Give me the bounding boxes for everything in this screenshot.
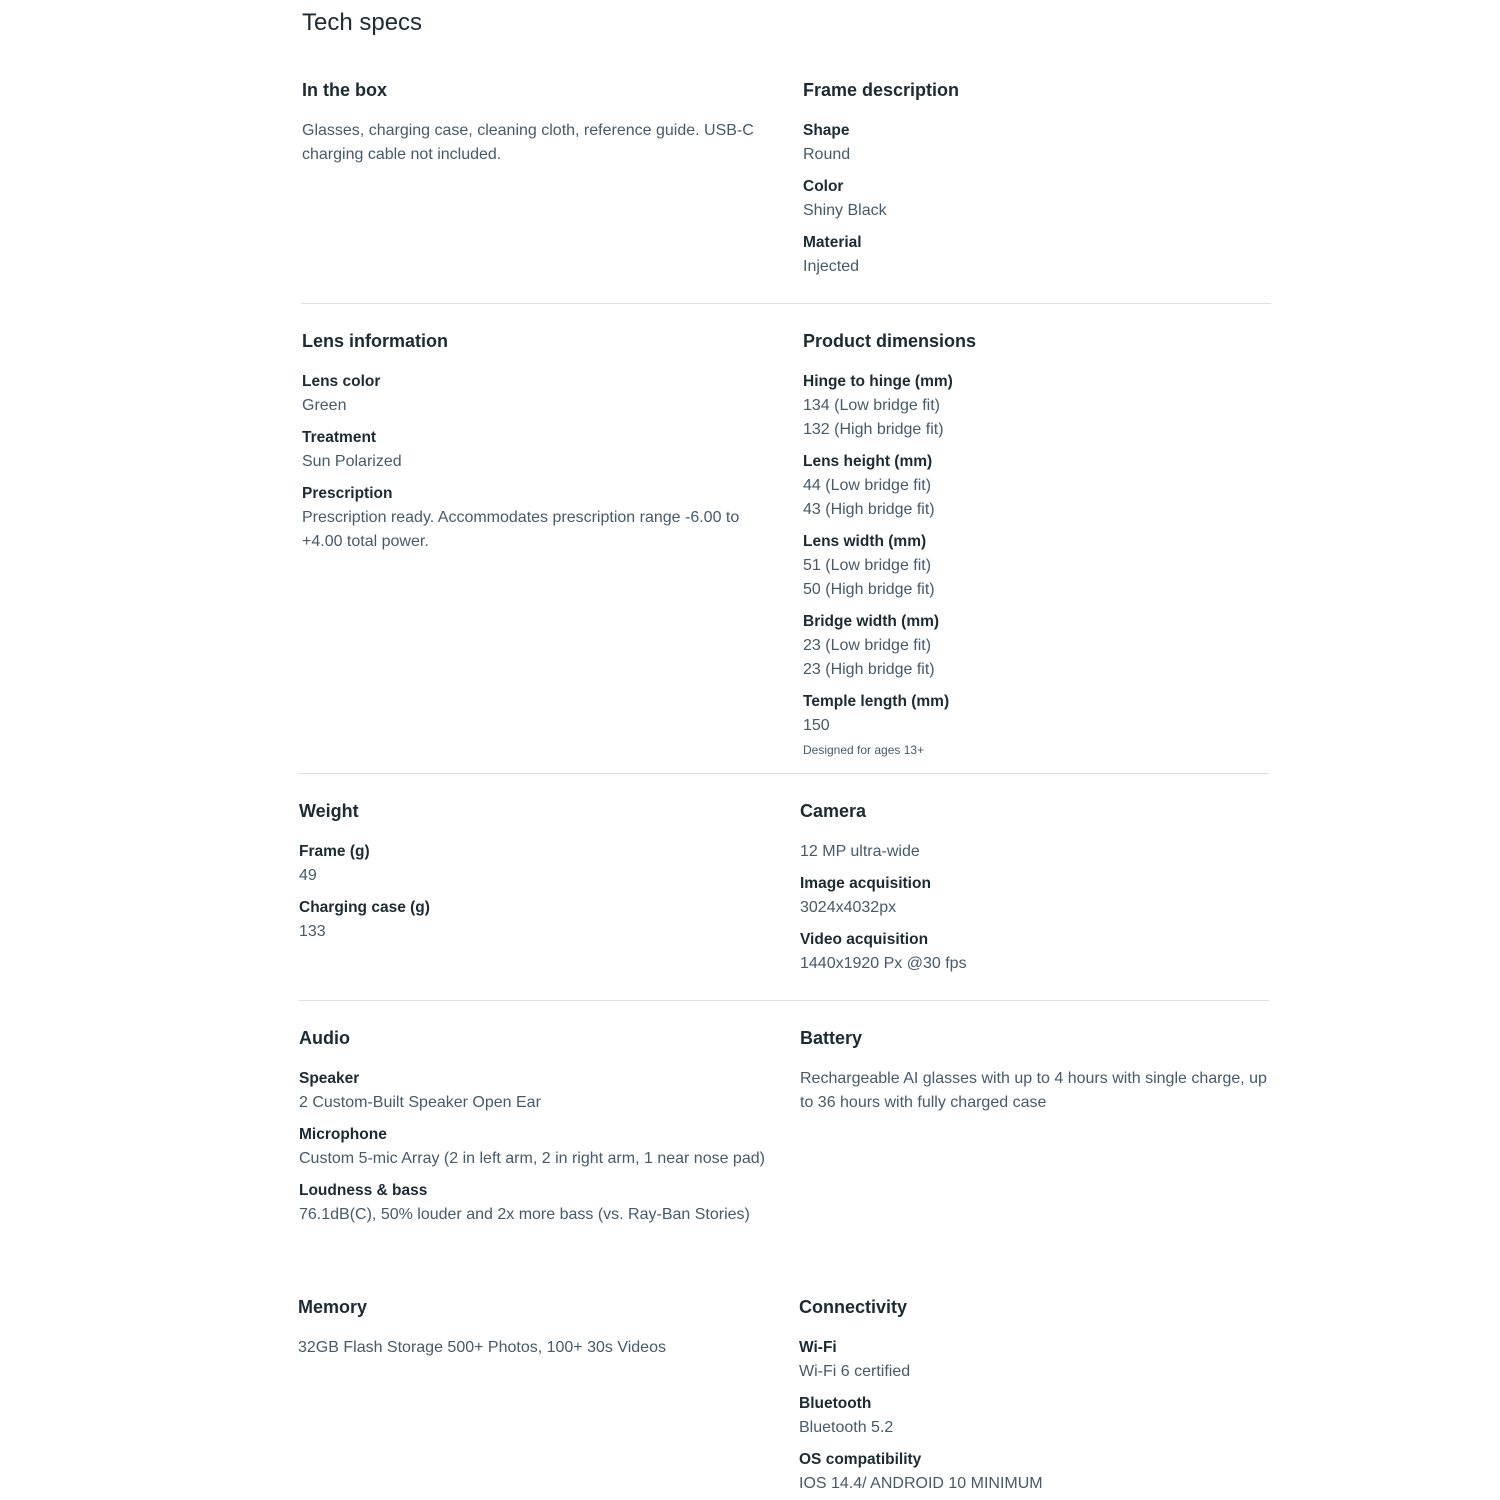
spec-label: Treatment [302,429,377,446]
spec-value: 12 MP ultra-wide [800,843,920,860]
spec-value: Round [803,146,851,163]
spec-label: Prescription [302,485,393,502]
spec-material [803,231,1273,279]
spec-image-acquisition [800,872,1270,920]
spec-temple-length [803,690,1273,738]
spec-charging-case-weight [299,896,769,944]
spec-label: Microphone [299,1126,387,1143]
spec-label: Charging case (g) [299,899,430,916]
section-divider [301,303,1271,304]
section-title: Lens information [302,331,449,351]
frame-description-section [803,78,1273,287]
spec-lens-color [302,370,772,418]
spec-value: 1440x1920 Px @30 fps [800,955,967,972]
spec-treatment [302,426,772,474]
section-divider [298,1000,1269,1001]
spec-value: Shiny Black [803,202,887,219]
spec-value: 23 (High bridge fit) [803,661,935,678]
spec-value: 150 [803,717,830,734]
spec-microphone [299,1123,769,1171]
section-title: Frame description [803,80,960,100]
spec-value: 43 (High bridge fit) [803,501,935,518]
section-divider [298,773,1269,774]
spec-shape [803,119,1273,167]
spec-value: 50 (High bridge fit) [803,581,935,598]
spec-label: Hinge to hinge (mm) [803,373,953,390]
spec-value: 44 (Low bridge fit) [803,477,932,494]
weight-section [299,799,769,952]
spec-value: Prescription ready. Accommodates prescription range -6.00 to +4.00 total power. [302,509,740,550]
spec-value: Custom 5-mic Array (2 in left arm, 2 in right arm, 1 near nose pad) [299,1150,765,1167]
battery-section [800,1026,1270,1115]
spec-value: 23 (Low bridge fit) [803,637,932,654]
spec-label: Loudness & bass [299,1182,428,1199]
spec-lens-height [803,450,1273,522]
spec-value: 76.1dB(C), 50% louder and 2x more bass (vs. Ray-Ban Stories) [299,1206,750,1223]
spec-bridge-width [803,610,1273,682]
spec-value: Injected [803,258,860,275]
audio-section [299,1026,769,1235]
spec-label: Shape [803,122,850,139]
spec-label: Speaker [299,1070,360,1087]
spec-value: 49 [299,867,317,884]
spec-prescription [302,482,772,554]
spec-bluetooth [799,1392,1269,1440]
spec-label: Bluetooth [799,1395,872,1412]
spec-label: OS compatibility [799,1451,922,1468]
spec-label: Wi-Fi [799,1339,837,1356]
spec-value: 134 (Low bridge fit) [803,397,940,414]
memory-section [298,1295,768,1360]
spec-label: Video acquisition [800,931,929,948]
camera-section [800,799,1270,984]
section-title: Battery [800,1028,863,1048]
spec-label: Lens width (mm) [803,533,927,550]
in-the-box-text: Glasses, charging case, cleaning cloth, reference guide. USB-C charging cable not included. [302,122,754,163]
in-the-box-section [302,78,772,167]
spec-loudness-bass [299,1179,769,1227]
spec-speaker [299,1067,769,1115]
spec-label: Image acquisition [800,875,931,892]
spec-video-acquisition [800,928,1270,976]
spec-frame-weight [299,840,769,888]
spec-label: Color [803,178,844,195]
spec-value: Green [302,397,347,414]
lens-information-section [302,329,772,562]
memory-text: 32GB Flash Storage 500+ Photos, 100+ 30s Videos [298,1339,666,1356]
spec-lens-width [803,530,1273,602]
spec-value: 51 (Low bridge fit) [803,557,932,574]
spec-label: Frame (g) [299,843,370,860]
spec-label: Lens color [302,373,381,390]
spec-os-compatibility [799,1448,1269,1496]
spec-wifi [799,1336,1269,1384]
spec-color [803,175,1273,223]
battery-text: Rechargeable AI glasses with up to 4 hours with single charge, up to 36 hours with fully charged case [800,1070,1267,1111]
section-title: In the box [302,80,387,100]
section-title: Product dimensions [803,331,977,351]
spec-value: 3024x4032px [800,899,897,916]
spec-value: IOS 14.4/ ANDROID 10 MINIMUM [799,1475,1043,1492]
section-title: Weight [299,801,359,821]
connectivity-section [799,1295,1269,1496]
spec-value: 133 [299,923,326,940]
spec-value: Sun Polarized [302,453,402,470]
spec-label: Temple length (mm) [803,693,950,710]
section-title: Camera [800,801,867,821]
spec-value: Bluetooth 5.2 [799,1419,894,1436]
spec-label: Material [803,234,862,251]
section-title: Connectivity [799,1297,908,1317]
spec-value: Wi-Fi 6 certified [799,1363,911,1380]
spec-hinge-to-hinge [803,370,1273,442]
spec-value: 2 Custom-Built Speaker Open Ear [299,1094,541,1111]
spec-label: Lens height (mm) [803,453,933,470]
section-title: Audio [299,1028,350,1048]
camera-intro [800,840,1270,864]
section-title: Memory [298,1297,368,1317]
product-dimensions-section [803,329,1273,758]
spec-value: 132 (High bridge fit) [803,421,944,438]
spec-label: Bridge width (mm) [803,613,940,630]
page-title: Tech specs [302,9,423,36]
age-note: Designed for ages 13+ [803,743,925,757]
